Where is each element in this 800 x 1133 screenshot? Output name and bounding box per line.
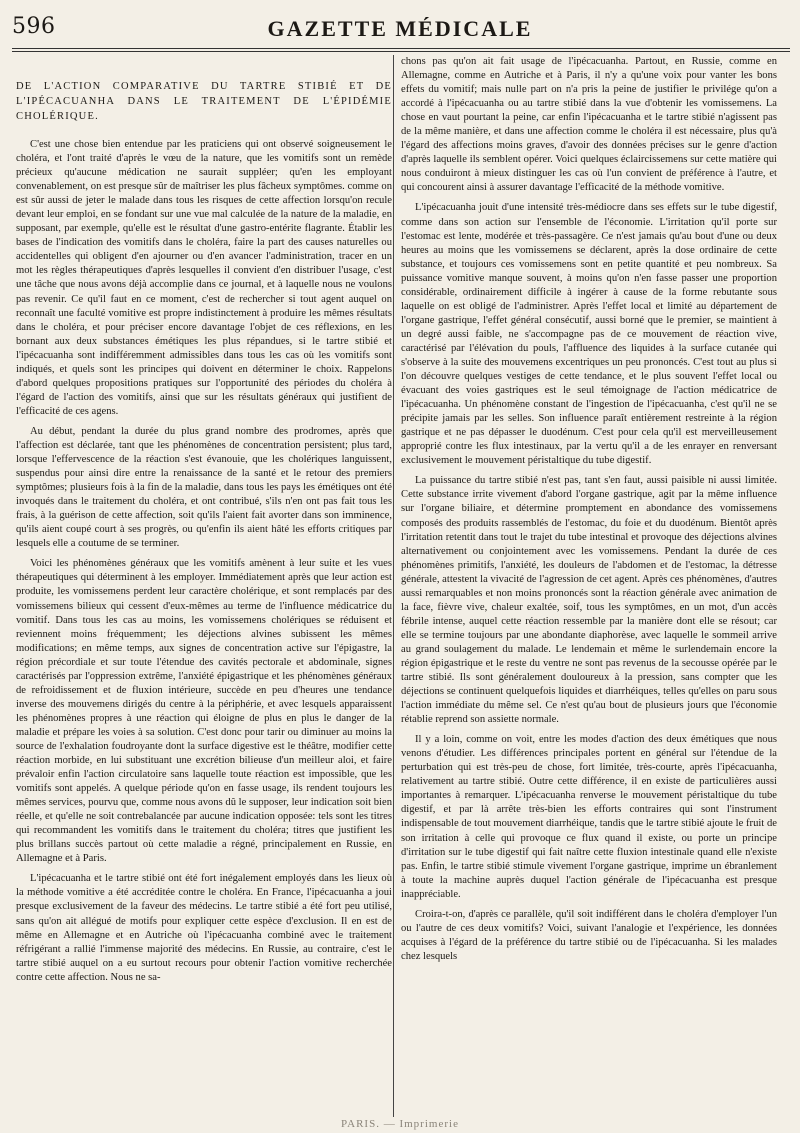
- header-rule-bottom: [12, 51, 790, 52]
- paragraph: La puissance du tartre stibié n'est pas, tant s'en faut, aussi paisible ni aussi limitée. Cette substance irrite vivement d'abord l'organe gastrique, agit par la même influence sur l'organe biliaire, et détermine promptement en abondance des vomissemens composés des produits rassemblés de l'estomac, du foie et du duodénum. Bientôt après l'irritation retentit dans tout le trajet du tube intestinal et provoque des déjections alvines alternativement ou conjointement avec les vomissemens. Pendant la durée de ces phénomènes primitifs, l'anxiété, les douleurs de l'abdomen et de l'estomac, la détresse générale, attestent la vivacité de l'agression de cet agent. Après ces phénomènes, d'autres aussi remarquables et non moins prononcés sont la réaction générale avec animation de la face, fièvre vive, chaleur exaltée, soif, tous les symptômes, en un mot, d'un accès fébrile intense, auquel cette réaction ressemble par la manière dont elle se résout; car elle se termine toujours par une abondante diaphorèse, avec laquelle le sommeil arrive au grand soulagement du malade. Le lendemain et même le surlendemain encore la région épigastrique et le reste du ventre ne sont pas revenus de la secousse opérée par le tartre stibié. Ils sont généralement douloureux à la pression, sans compter que les déjections se continuent quelquefois liquides et diarrhéiques, telles qu'elles on paru sous l'action immédiate du même sel. Ce n'est qu'au bout de plusieurs jours que l'économie rétablie reprend son assiette normale.: [401, 475, 777, 726]
- header-rule-top: [12, 48, 790, 49]
- paragraph: Il y a loin, comme on voit, entre les modes d'action des deux émétiques que nous venons d'étudier. Les différences principales portent en général sur l'étendue de la perturbation qui est très-peu de chose, fort limitée, très-courte, après l'ipécacuanha, relativement au tartre stibié. Outre cette différence, il en existe de particulières aussi importantes à remarquer. L'ipécacuanha renverse le mouvement péristaltique du tube digestif, et par là arrête très-bien les efforts contraires qui sont l'instrument indispensable de tout mouvement diarrhéique, tandis que le tartre stibié ajoute le fruit de son irritation à celle qui provoque ce flux quand il existe, ou porte un principe d'irritation sur le tube digestif qui fait naître cette fluxion intestinale quand elle n'existe pas. Enfin, le tartre stibié stimule vivement l'organe gastrique, imprime un ébranlement à toute la machine auprès duquel l'action générale de l'ipécacuanha est presque inappréciable.: [401, 734, 777, 900]
- journal-title: GAZETTE MÉDICALE: [267, 16, 533, 41]
- paragraph: L'ipécacuanha jouit d'une intensité très-médiocre dans ses effets sur le tube digestif, comme dans son action sur l'ensemble de l'économie. L'irritation qu'il porte sur l'estomac est lente, modérée et très-passagère. Ce n'est jamais qu'au bout d'une ou deux heures au moins que les vomissemens se déclarent, après la dose ordinaire de cette substance, et toujours ces vomissemens sont en petite quantité et peu nombreux. Sa puissance vomitive manque souvent, à moins qu'on n'en fasse passer une proportion considérable, ordinairement difficile à ingérer à cause de la forme rebutante sous laquelle on est obligé de l'administrer. Après l'effet local et limité au département de l'organe gastrique, l'effet général consécutif, aussi borné que le premier, se maintient à un degré aussi faible, ne s'accompagne pas de ce mouvement de réaction vive, caractérisé par l'élévation du pouls, l'affluence des liquides à la surface cutanée qui s'observe à la suite des mouvemens excentriques un peu prononcés. C'est tout au plus si l'on découvre quelques vestiges de cette tendance, et le plus souvent l'effet local ou évacuant des voies gastriques est le seul témoignage de l'action médicatrice de l'ipécacuanha. Un phénomène constant de l'ingestion de l'ipécacuanha, c'est qu'il ne se précipite jamais par les selles. Son influence paraît entièrement restreinte à la région gastrique et ne pas dépasser le duodénum. C'est pour cela qu'il est merveilleusement approprié contre les flux intestinaux, par la vertu qu'il a de les enrayer en renversant exclusivement le mouvement péristaltique du tube digestif.: [401, 202, 777, 467]
- left-column: [16, 55, 392, 1117]
- page-header: [12, 14, 788, 44]
- paragraph: Voici les phénomènes généraux que les vomitifs amènent à leur suite et les vues thérapeutiques qui déterminent à les employer. Immédiatement après que leur action est produite, les vomissemens perdent leur caractère cholérique, et sont remplacés par des vomissemens bilieux qui cessent d'eux-mêmes au terme de l'influence médicatrice du vomitif. Dans tous les cas au moins, les vomissemens cholériques se réduisent et reviennent moins fréquemment; les déjections alvines subissent les mêmes modifications; en même temps, aux signes de concentration active sur l'épigastre, la région précordiale et sur toute l'étendue des cavités pectorale et abdominale, signes caractérisés par l'oppression extrême, l'anxiété épigastrique et les phénomènes généraux de refroidissement et de fluxion intérieure, succède en peu d'heures une tendance inverse des mouvemens dirigés du centre à la périphérie, et avec lesquels apparaissent les phénomènes propres à une réaction qui éloigne de plus en plus le danger de la maladie et prépare les voies à sa solution. C'est donc pour tarir ou diminuer au moins la source de l'exhalation foudroyante dont la surface digestive est le théâtre, modifier cette réaction morbide, en lui substituant une excrétion bilieuse d'un meilleur aloi, et faire prévaloir enfin l'action circulatoire sans laquelle toute réaction est impossible, que les vomitifs sont appelés. A quelque période qu'on en fasse usage, ils rendent toujours les mêmes services, pourvu que, comme nous avons dû le supposer, leur indication soit bien réelle, et qu'elle ne soit contrebalancée par aucune indication opposée: tels sont les titres qui recommandent les vomitifs dans le traitement du choléra; titres que justifient les plus brillans succès partout où cette maladie a régné, principalement en Russie, en Allemagne et à Paris.: [16, 558, 392, 865]
- article-title: DE L'ACTION COMPARATIVE DU TARTRE STIBIÉ ET DE L'IPÉCACUANHA DANS LE TRAITEMENT DE L'ÉPIDÉMIE CHOLÉRIQUE.: [16, 81, 392, 122]
- paragraph: L'ipécacuanha et le tartre stibié ont été fort inégalement employés dans les lieux où la méthode vomitive a été accréditée contre le choléra. En France, l'ipécacuanha a joui presque exclusivement de la faveur des médecins. Le tartre stibié a été fort peu utilisé, sans qu'on ait allégué de motifs pour expliquer cette espèce d'exclusion. Il en est de même en Allemagne et en Autriche où l'ipécacuanha combiné avec le traitement réfrigérant a rallié l'immense majorité des médecins. En Russie, au contraire, c'est le tartre stibié auquel on a eu surtout recours pour obtenir l'action vomitive recherchée contre cette affection. Nous ne sa-: [16, 873, 392, 983]
- page-footer: PARIS. — Imprimerie: [341, 1118, 459, 1130]
- page-number: 596: [12, 14, 56, 39]
- paragraph: Au début, pendant la durée du plus grand nombre des prodromes, après que l'affection est déclarée, tant que les phénomènes de concentration persistent; plus tard, lorsque l'effervescence de la réaction s'est évanouie, que les cholériques languissent, suspendus pour ainsi dire entre la renaissance de la santé et le retour des premiers symptômes; plusieurs fois à la fin de la maladie, dans tous les pays les émétiques ont été invoqués dans le traitement du choléra, et ont contribué, s'ils n'en ont pas fait tous les frais, à la guérison de cette affection, soit qu'ils l'aient fait avorter dans son imminence, qu'ils aient coupé court à ses progrès, ou qu'enfin ils aient hâté les efforts critiques par lesquels elle a coutume de se terminer.: [16, 425, 392, 550]
- column-divider: [393, 55, 394, 1117]
- paragraph: Croira-t-on, d'après ce parallèle, qu'il soit indifférent dans le choléra d'employer l'un ou l'autre de ces deux vomitifs? Voici, suivant l'analogie et l'expérience, les données acquises à l'égard de la préférence du tartre stibié ou de l'ipécacuanha. Si les malades chez lesquels: [401, 908, 777, 962]
- right-column: [401, 55, 777, 1117]
- paragraph: C'est une chose bien entendue par les praticiens qui ont observé soigneusement le choléra, et l'ont traité d'après le vœu de la nature, que les vomitifs sont un remède précieux qu'aucune médication ne saurait suppléer; qu'en les employant convenablement, on est presque sûr de maîtriser les plus fâcheux symptômes. comme on est sûr aussi de jeter le malade dans tous les risques de cette affection lorsqu'on recule devant leur emploi, en se fondant sur une vue mal calculée de la nature de la maladie, en supposant, par exemple, qu'elle est le résultat d'une gastro-entérite flagrante. Établir les bases de l'indication des vomitifs dans le choléra, faire la part des causes naturelles ou accidentelles qui obligent d'en ajourner ou d'en avancer l'administration, tracer en un mot les règles thérapeutiques d'après lesquelles il convient d'en distribuer l'usage, c'est une tâche que nous avons déjà accomplie dans ce journal, et à laquelle nous ne voulons pas revenir. Ce qu'il faut en ce moment, c'est de rechercher si tout agent auquel on reconnaît une faculté vomitive est propre indistinctement à produire les mêmes résultats dans le choléra, et pour préciser encore davantage l'objet de ces réflexions, en les bornant aux deux substances émétiques les plus répandues, si le tartre stibié et l'ipécacuanha sont indifféremment admissibles dans tous les cas où les vomitifs sont indiqués, et quels sont les principes qui doivent en déterminer le choix. Rappelons d'abord quelques propositions pratiques sur l'opportunité des périodes du choléra à l'égard de l'action des vomitifs, ainsi que sur les résultats généraux qui justifient de l'efficacité de ces agens.: [16, 139, 392, 417]
- paragraph: chons pas qu'on ait fait usage de l'ipécacuanha. Partout, en Russie, comme en Allemagne, comme en Autriche et à Paris, il n'y a qu'une voix pour vanter les bons effets du vomitif; mais nulle part on n'a pris la peine de justifier le privilége qu'on a accordé à l'ipécacuanha ou au tartre stibié dans la vue d'obtenir les vomissemens. La chose en vaut pourtant la peine, car enfin l'ipécacuanha et le tartre stibié n'agissent pas de la même manière, et dans une affection comme le choléra il est nécessaire, plus qu'à l'égard des affections moins graves, d'avoir des données précises sur le genre d'action d'après laquelle ils semblent opérer. Voici quelques éclaircissemens sur cette matière qui nous conduiront à mieux distinguer les cas où l'un convient de préférence à l'autre, et qui concourent ainsi à assurer davantage l'efficacité de la méthode vomitive.: [401, 56, 777, 194]
